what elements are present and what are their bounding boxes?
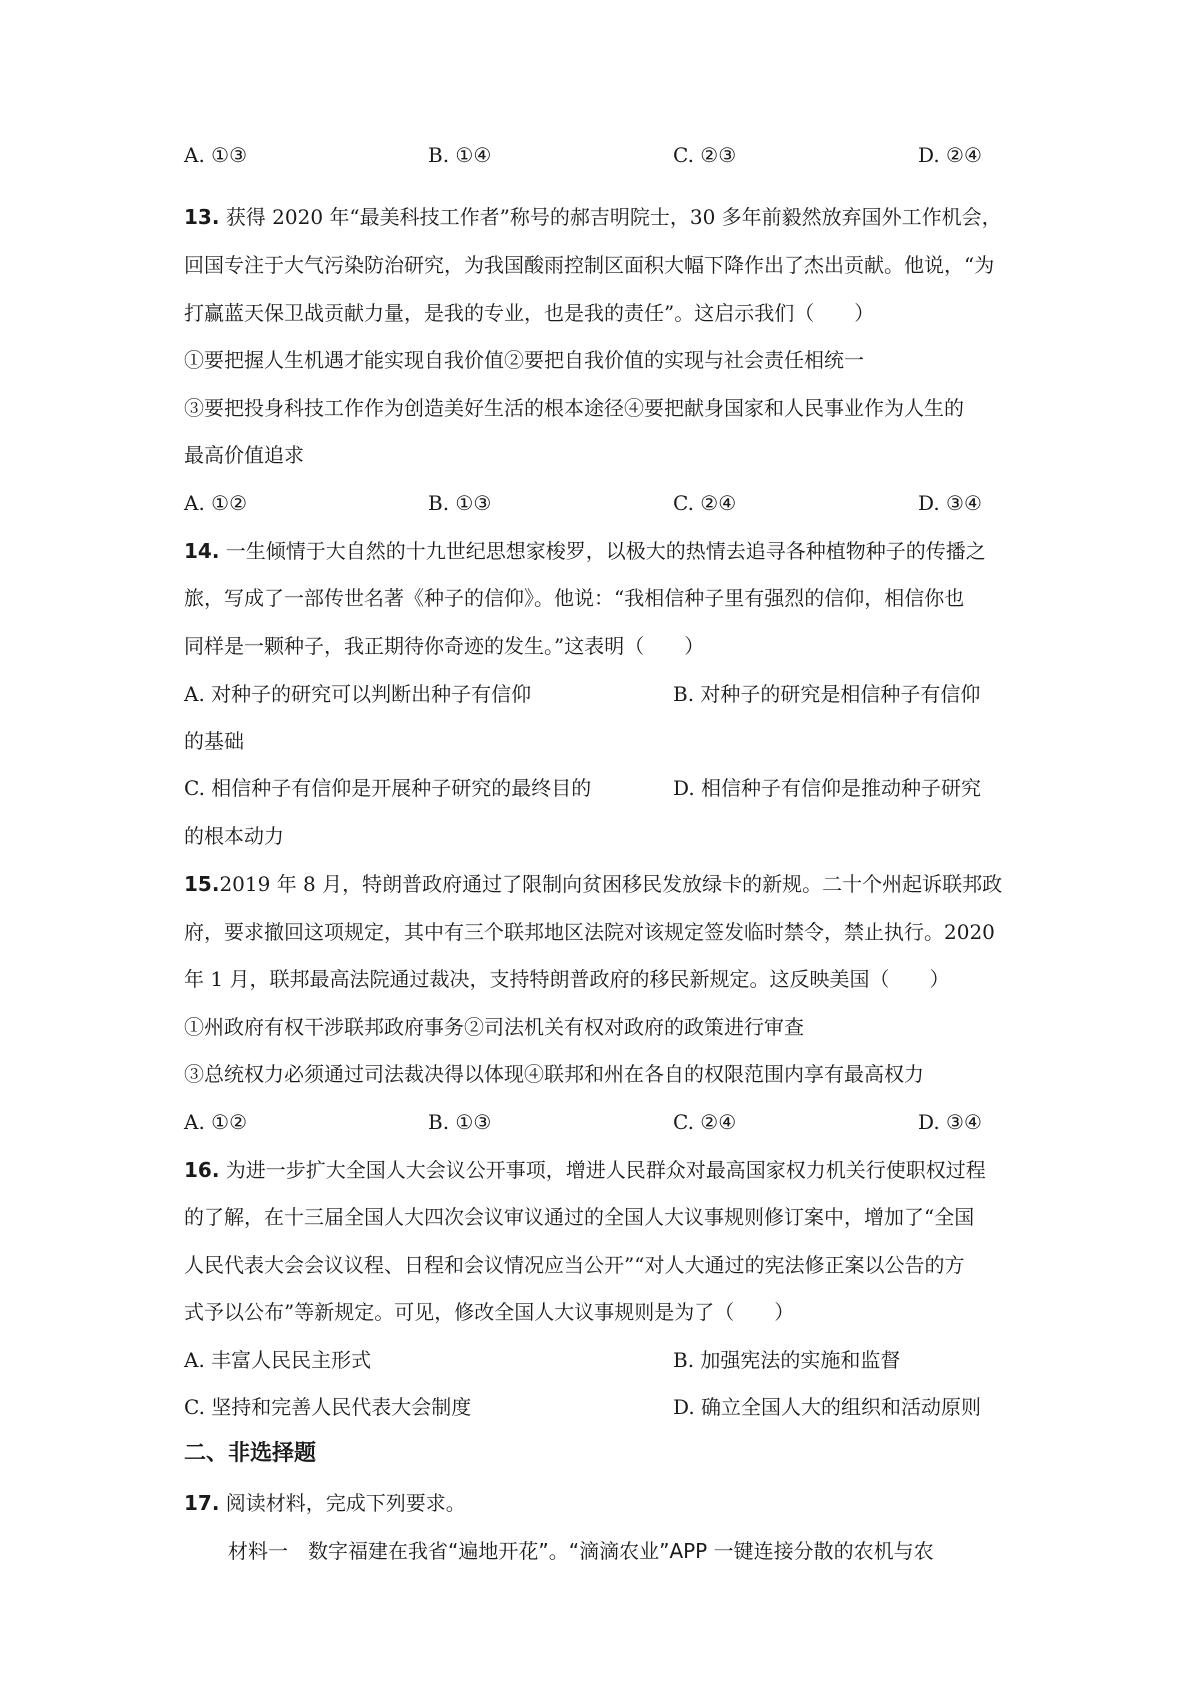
q13-statement-1: ①要把握人生机遇才能实现自我价值②要把自我价值的实现与社会责任相统一 bbox=[184, 348, 864, 372]
q13-line-1: 13. 获得 2020 年“最美科技工作者”称号的郝吉明院士，30 多年前毅然放弃国外工作机会， bbox=[184, 205, 1002, 229]
q12-options bbox=[184, 141, 1044, 169]
q15-statement-1: ①州政府有权干涉联邦政府事务②司法机关有权对政府的政策进行审查 bbox=[184, 1015, 804, 1039]
q15-line-3: 年 1 月，联邦最高法院通过裁决，支持特朗普政府的移民新规定。这反映美国（ ） bbox=[184, 967, 950, 991]
q16-option-b: B. 加强宪法的实施和监督 bbox=[673, 1348, 901, 1372]
q14-option-c: C. 相信种子有信仰是开展种子研究的最终目的 bbox=[184, 776, 592, 800]
q15-option-d: D. ③④ bbox=[918, 1110, 982, 1134]
q13-option-c: C. ②④ bbox=[673, 491, 737, 515]
q14-number: 14. bbox=[184, 539, 220, 563]
q14-line-1: 14. 一生倾情于大自然的十九世纪思想家梭罗，以极大的热情去追寻各种植物种子的传播之 bbox=[184, 539, 986, 563]
q12-option-a: A. ①③ bbox=[184, 143, 248, 167]
q14-option-d-continued: 的根本动力 bbox=[184, 824, 284, 848]
q13-number: 13. bbox=[184, 205, 220, 229]
q16-line-2: 的了解，在十三届全国人大四次会议审议通过的全国人大议事规则修订案中，增加了“全国 bbox=[184, 1205, 975, 1229]
q15-line-2: 府，要求撤回这项规定，其中有三个联邦地区法院对该规定签发临时禁令，禁止执行。2020 bbox=[184, 920, 995, 944]
section-title: 二、非选择题 bbox=[184, 1441, 317, 1466]
q14-option-d: D. 相信种子有信仰是推动种子研究 bbox=[673, 776, 982, 800]
q12-option-c: C. ②③ bbox=[673, 143, 737, 167]
q13-line-3: 打赢蓝天保卫战贡献力量，是我的专业，也是我的责任”。这启示我们（ ） bbox=[184, 301, 875, 325]
q14-line-3: 同样是一颗种子，我正期待你奇迹的发生。”这表明（ ） bbox=[184, 634, 705, 658]
q16-line-1: 16. 为进一步扩大全国人大会议公开事项，增进人民群众对最高国家权力机关行使职权过程 bbox=[184, 1158, 986, 1182]
q13-option-d: D. ③④ bbox=[918, 491, 982, 515]
q16-line-4: 式予以公布”等新规定。可见，修改全国人大议事规则是为了（ ） bbox=[184, 1300, 795, 1324]
q14-option-b: B. 对种子的研究是相信种子有信仰 bbox=[673, 682, 981, 706]
q15-option-c: C. ②④ bbox=[673, 1110, 737, 1134]
q16-options-cd bbox=[184, 1393, 1044, 1421]
q16-line-3: 人民代表大会会议议程、日程和会议情况应当公开”“对人大通过的宪法修正案以公告的方 bbox=[184, 1253, 965, 1277]
q14-line-2: 旅，写成了一部传世名著《种子的信仰》。他说：“我相信种子里有强烈的信仰，相信你也 bbox=[184, 586, 965, 610]
q16-options-ab bbox=[184, 1346, 1044, 1374]
q13-options bbox=[184, 489, 1044, 517]
q13-option-b: B. ①③ bbox=[428, 491, 492, 515]
q15-options bbox=[184, 1108, 1044, 1136]
q17-number: 17. bbox=[184, 1491, 220, 1515]
q17-line-1: 17. 阅读材料，完成下列要求。 bbox=[184, 1491, 466, 1515]
q15-option-a: A. ①② bbox=[184, 1110, 248, 1134]
q16-number: 16. bbox=[184, 1158, 220, 1182]
q15-statement-2: ③总统权力必须通过司法裁决得以体现④联邦和州在各自的权限范围内享有最高权力 bbox=[184, 1062, 924, 1086]
q13-option-a: A. ①② bbox=[184, 491, 248, 515]
q15-line-1: 15.2019 年 8 月，特朗普政府通过了限制向贫困移民发放绿卡的新规。二十个州起诉联邦政 bbox=[184, 872, 1003, 896]
q12-option-b: B. ①④ bbox=[428, 143, 492, 167]
q12-option-d: D. ②④ bbox=[918, 143, 982, 167]
q13-line-2: 回国专注于大气污染防治研究，为我国酸雨控制区面积大幅下降作出了杰出贡献。他说，“为 bbox=[184, 253, 995, 277]
q16-option-a: A. 丰富人民民主形式 bbox=[184, 1348, 372, 1372]
q15-number: 15. bbox=[184, 872, 220, 896]
q17-material-1: 材料一 数字福建在我省“遍地开花”。“滴滴农业”APP 一键连接分散的农机与农 bbox=[228, 1539, 934, 1563]
q16-option-d: D. 确立全国人大的组织和活动原则 bbox=[673, 1395, 982, 1419]
q13-statement-2: ③要把投身科技工作作为创造美好生活的根本途径④要把献身国家和人民事业作为人生的 bbox=[184, 396, 964, 420]
q14-option-b-continued: 的基础 bbox=[184, 729, 244, 753]
q14-option-a: A. 对种子的研究可以判断出种子有信仰 bbox=[184, 682, 532, 706]
q16-option-c: C. 坚持和完善人民代表大会制度 bbox=[184, 1395, 472, 1419]
q14-options-cd bbox=[184, 774, 1044, 802]
q15-option-b: B. ①③ bbox=[428, 1110, 492, 1134]
q13-statement-3: 最高价值追求 bbox=[184, 443, 304, 467]
q14-options-ab bbox=[184, 680, 1044, 708]
